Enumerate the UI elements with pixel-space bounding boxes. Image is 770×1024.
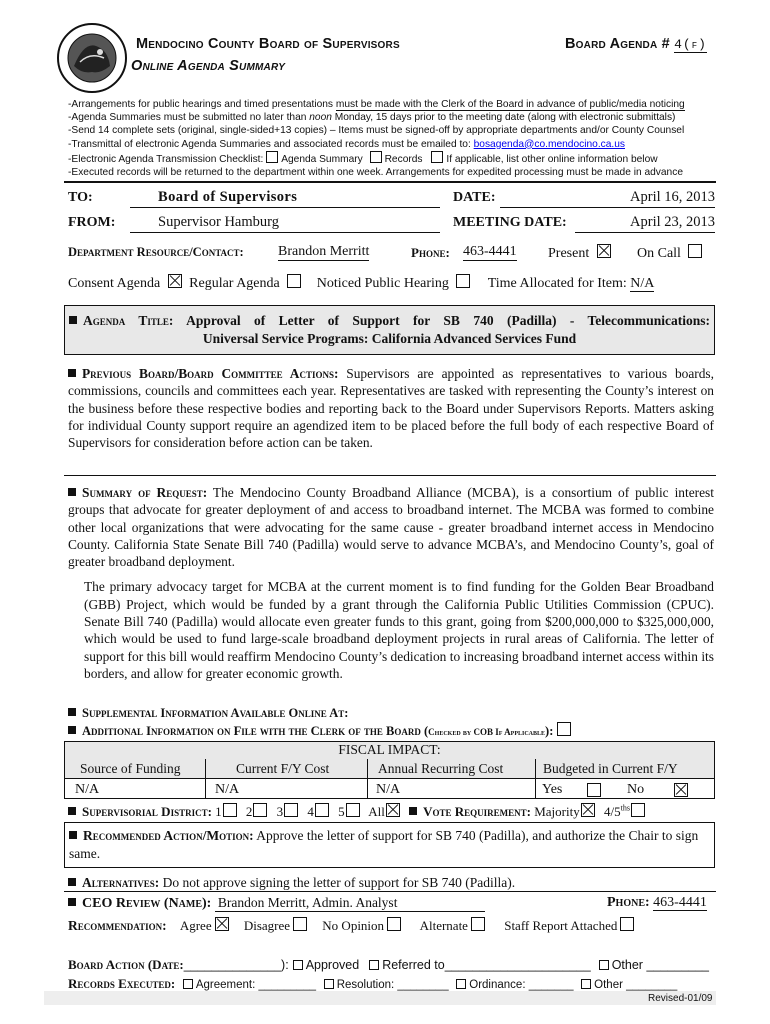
email-link[interactable]: bosagenda@co.mendocino.ca.us [473, 138, 625, 150]
board-action-label: Board Action (Date: [68, 957, 184, 972]
divider [64, 475, 716, 476]
majority-label: Majority [534, 804, 580, 819]
four-fifths-checkbox[interactable] [631, 803, 645, 817]
recommended-text: Approve the letter of support for SB 740 (Padilla), and authorize the Chair to sign same. [69, 828, 699, 861]
district-3-checkbox[interactable] [284, 803, 298, 817]
consent-checkbox[interactable] [168, 274, 182, 288]
board-agenda-label: Board Agenda # 4(f) [565, 36, 707, 52]
fiscal-current-value: N/A [215, 782, 240, 797]
fiscal-yes-label: Yes [542, 782, 563, 797]
resolution-label: Resolution: [336, 979, 395, 991]
revised-note: Revised-01/09 [648, 993, 713, 1004]
district-2-label: 2 [245, 804, 253, 819]
ordinance-label: Ordinance: [469, 979, 526, 991]
fiscal-header-current: Current F/Y Cost [236, 761, 330, 776]
county-seal [56, 22, 128, 94]
date-label: DATE: [453, 190, 496, 205]
fiscal-annual-value: N/A [376, 782, 401, 797]
contact-value[interactable]: Brandon Merritt [278, 244, 370, 259]
fiscal-header-source: Source of Funding [80, 761, 181, 776]
meeting-date-value: April 23, 2013 [630, 214, 715, 230]
from-field[interactable] [130, 214, 440, 233]
phone-label: Phone: [411, 245, 450, 260]
four-fifths-label: 4/5 [603, 804, 621, 819]
footer-bar [44, 991, 716, 1005]
summary-label: Summary of Request: [82, 485, 208, 500]
time-allocated-value[interactable]: N/A [630, 276, 655, 291]
date-value: April 16, 2013 [630, 189, 715, 205]
oncall-checkbox[interactable] [688, 244, 702, 258]
agenda-title-label: Agenda Title: [83, 313, 174, 328]
to-value: Board of Supervisors [158, 189, 298, 205]
district-5-checkbox[interactable] [346, 803, 360, 817]
present-checkbox[interactable] [597, 244, 611, 258]
recommendation-label: Recommendation: [68, 918, 167, 933]
fiscal-header-annual: Annual Recurring Cost [378, 761, 504, 776]
summary-section [68, 484, 714, 682]
from-label: FROM: [68, 215, 116, 230]
district-all-label: All [368, 804, 385, 819]
board-action-row: Board Action (Date:______________): Approved Referred to_____________________ Other _________ [68, 957, 710, 972]
time-allocated-label: Time Allocated for Item: [487, 276, 627, 291]
majority-checkbox[interactable] [581, 803, 595, 817]
fiscal-impact-table [64, 741, 715, 799]
alternate-checkbox[interactable] [471, 917, 485, 931]
district-all-checkbox[interactable] [386, 803, 400, 817]
no-opinion-label: No Opinion [322, 918, 385, 933]
previous-actions-section [68, 365, 714, 451]
district-5-label: 5 [338, 804, 345, 819]
agreement-label: Agreement: [195, 979, 256, 991]
ceo-name-field[interactable]: Brandon Merritt, Admin. Analyst [215, 895, 485, 912]
district-row [68, 803, 645, 820]
date-field[interactable] [500, 189, 715, 208]
org-title: Mendocino County Board of Supervisors [136, 36, 400, 52]
contact-label: Department Resource/Contact: [68, 245, 244, 259]
summary-title: Online Agenda Summary [131, 58, 286, 74]
district-3-label: 3 [276, 804, 284, 819]
recommended-action-box [64, 822, 715, 868]
to-label: TO: [68, 190, 93, 205]
clerk-checkbox[interactable] [557, 722, 571, 736]
regular-label: Regular Agenda [189, 276, 280, 291]
district-2-checkbox[interactable] [253, 803, 267, 817]
previous-actions-label: Previous Board/Board Committee Actions: [82, 366, 339, 381]
present-option[interactable] [548, 244, 611, 262]
agenda-title-box [64, 305, 715, 355]
district-4-label: 4 [307, 804, 314, 819]
fiscal-title: FISCAL IMPACT: [65, 742, 714, 759]
ceo-phone-value[interactable]: 463-4441 [653, 895, 707, 910]
agenda-type-row [68, 274, 654, 292]
divider [64, 181, 716, 183]
ceo-review-row [68, 895, 485, 912]
disagree-label: Disagree [243, 918, 291, 933]
staff-report-checkbox[interactable] [620, 917, 634, 931]
district-4-checkbox[interactable] [315, 803, 329, 817]
vote-requirement-label: Vote Requirement: [423, 804, 531, 819]
fiscal-no-label: No [627, 782, 645, 797]
alternatives-text: Do not approve signing the letter of support for SB 740 (Padilla). [162, 875, 516, 890]
recommendation-row [68, 917, 634, 934]
alternatives-row [68, 875, 515, 891]
four-fifths-sup: ths [620, 803, 630, 813]
fiscal-header-row [65, 759, 714, 779]
to-field[interactable] [130, 189, 440, 208]
approved-label: Approved [305, 958, 360, 972]
fiscal-source-value: N/A [75, 782, 100, 797]
oncall-option[interactable] [637, 244, 702, 262]
agree-checkbox[interactable] [215, 917, 229, 931]
alternatives-label: Alternatives: [82, 875, 160, 890]
oncall-label: On Call [637, 246, 681, 261]
agenda-title-line2: Universal Service Programs: California Advanced Services Fund [202, 331, 577, 346]
agree-label: Agree [179, 918, 212, 933]
summary-p1: The Mendocino County Broadband Alliance (MCBA), is a consortium of public interest groups that advocate for greater deployment of and access to broadband internet. The MCBA was formed to combine other local organizations that were advocating for the same cause - greater broadband internet access in Mendocino County. California State Senate Bill 740 (Padilla) would serve to advance MCBA’s, and Mendocino County’s, goal of greater broadband deployment. [68, 485, 714, 570]
supplemental-online: Supplemental Information Available Online At: [68, 706, 348, 721]
records-other-label: Other [594, 979, 623, 991]
ceo-label: CEO Review (Name): [82, 896, 212, 911]
noticed-label: Noticed Public Hearing [316, 276, 449, 291]
recommended-label: Recommended Action/Motion: [83, 828, 254, 843]
board-other-label: Other [611, 958, 643, 972]
district-label: Supervisorial District: [82, 804, 212, 819]
summary-p2: The primary advocacy target for MCBA at the current moment is to find funding for the Golden Bear Broadband (GBB) Project, which would be funded by a grant through the California Public Utilities Commission (CPUC). Senate Bill 740 (Padilla) would allocate even greater funds to this grant, going from $200,000,000 to $325,000,000, which would be used to fund large-scale broadband deployment projects in rural areas of California. The letter of support for this bill would reaffirm Mendocino County’s dedication to increasing broadband internet access within its borders, and allow for greater economic growth. [84, 579, 714, 681]
referred-label: Referred to [382, 958, 445, 972]
agenda-title-line1: Approval of Letter of Support for SB 740 (Padilla) - Telecommunications: [186, 313, 710, 328]
fiscal-yes-checkbox[interactable] [587, 783, 601, 797]
from-value: Supervisor Hamburg [158, 214, 279, 230]
meeting-date-field[interactable] [575, 214, 715, 233]
present-label: Present [548, 246, 590, 261]
records-label: Records Executed: [68, 976, 176, 991]
records-row: Records Executed: Agreement: _________ Resolution: ________ Ordinance: _______ Other ________ [68, 976, 678, 991]
board-agenda-number: 4(f) [674, 37, 707, 52]
fiscal-no-checkbox[interactable] [674, 783, 688, 797]
previous-actions-text: Supervisors are appointed as representatives to various boards, commissions, councils and committees each year. Representatives are tasked with representing the County’s interest on the business before these respective bodies and reporting back to the Board under Supervisors Reports. Matters asking for individual County support require an agendized item to be placed before the full body of each respective Board of Supervisors for consideration before action can be taken. [68, 366, 714, 451]
fiscal-header-budgeted: Budgeted in Current F/Y [543, 761, 678, 776]
regular-checkbox[interactable] [287, 274, 301, 288]
noticed-checkbox[interactable] [456, 274, 470, 288]
meeting-date-label: MEETING DATE: [453, 215, 567, 230]
ceo-phone: Phone: 463-4441 [607, 895, 707, 910]
divider [64, 891, 716, 892]
consent-label: Consent Agenda [68, 276, 161, 291]
supplemental-clerk: Additional Information on File with the Clerk of the Board (Checked by COB If Applicable): [68, 722, 571, 739]
disagree-checkbox[interactable] [293, 917, 307, 931]
instructions-notes: -Arrangements for public hearings and timed presentations must be made with the Clerk of the Board in advance of public/media noticing -Agenda Summaries must be submitted no later than noon Monday, 15 days prior to the meeting date (along with electronic submittals) -Send 14 complete sets (original, single-sided+13 copies) – Items must be signed-off by appropriate departments and/or County Counsel -Transmittal of electronic Agenda Summaries and associated records must be emailed to: bosagenda@co.mendocino.ca.us -Electronic Agenda Transmission Checklist: Agenda Summary Records If applicable, list other online information below -Executed records will be returned to the department within one week. Arrangements for expedited processing must be made in advance [68, 99, 685, 179]
district-1-checkbox[interactable] [223, 803, 237, 817]
no-opinion-checkbox[interactable] [387, 917, 401, 931]
staff-report-label: Staff Report Attached [504, 918, 618, 933]
alternate-label: Alternate [419, 918, 468, 933]
district-1-label: 1 [215, 804, 222, 819]
phone-value[interactable]: 463-4441 [463, 244, 517, 259]
